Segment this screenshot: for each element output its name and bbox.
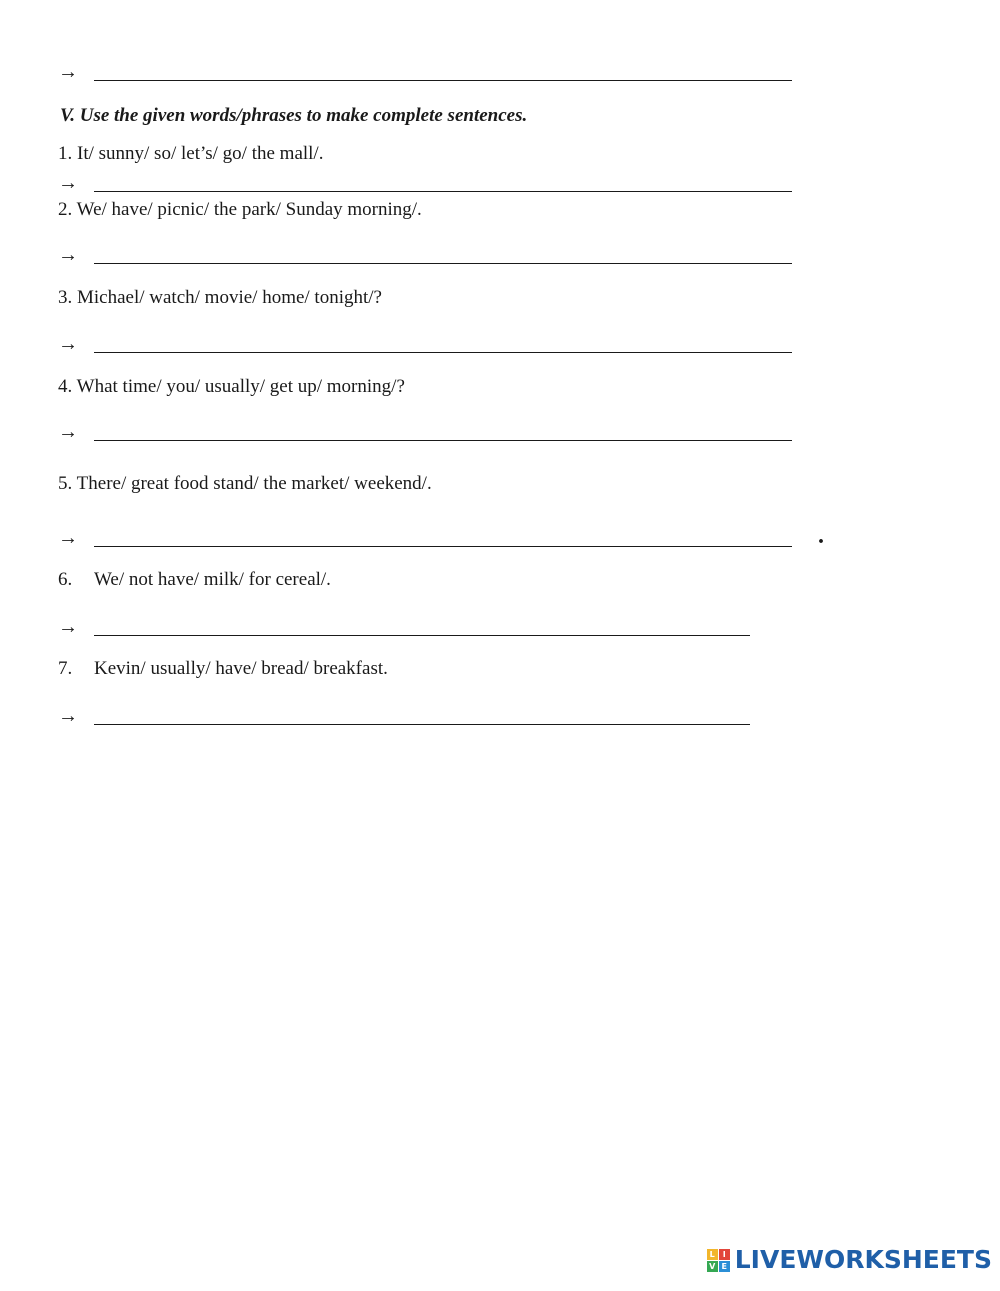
answer-line-2[interactable] [94, 263, 792, 264]
answer-line-3[interactable] [94, 352, 792, 353]
question-7: Kevin/ usually/ have/ bread/ breakfast. [94, 658, 388, 679]
logo-tile-i: I [719, 1249, 730, 1260]
answer-line-7[interactable] [94, 724, 750, 725]
answer-arrow: → [58, 244, 78, 266]
logo-mark-icon [707, 1249, 730, 1272]
question-1: 1. It/ sunny/ so/ let’s/ go/ the mall/. [58, 143, 324, 164]
answer-arrow: → [58, 616, 78, 638]
question-6: We/ not have/ milk/ for cereal/. [94, 569, 331, 590]
answer-line-5[interactable] [94, 546, 792, 547]
question-2: 2. We/ have/ picnic/ the park/ Sunday morning/. [58, 199, 422, 220]
question-6-number: 6. [58, 569, 73, 590]
answer-arrow: → [58, 705, 78, 727]
question-4: 4. What time/ you/ usually/ get up/ morning/? [58, 376, 405, 397]
answer-arrow: → [58, 333, 78, 355]
answer-line-6[interactable] [94, 635, 750, 636]
logo-tile-e: E [719, 1261, 730, 1272]
answer-arrow: → [58, 527, 78, 549]
question-3: 3. Michael/ watch/ movie/ home/ tonight/? [58, 287, 382, 308]
logo-tile-l: L [707, 1249, 718, 1260]
section-heading: V. Use the given words/phrases to make complete sentences. [60, 105, 528, 126]
logo-text: LIVEWORKSHEETS [734, 1245, 992, 1274]
answer-arrow: → [58, 421, 78, 443]
question-7-number: 7. [58, 658, 73, 679]
answer-arrow: → [58, 61, 78, 83]
answer-line-4[interactable] [94, 440, 792, 441]
answer-line-1[interactable] [94, 191, 792, 192]
answer-arrow: → [58, 172, 78, 194]
logo-tile-v: V [707, 1261, 718, 1272]
question-5: 5. There/ great food stand/ the market/ weekend/. [58, 473, 432, 494]
answer-line[interactable] [94, 80, 792, 81]
liveworksheets-logo [707, 1247, 992, 1273]
stray-period: . [818, 523, 824, 549]
